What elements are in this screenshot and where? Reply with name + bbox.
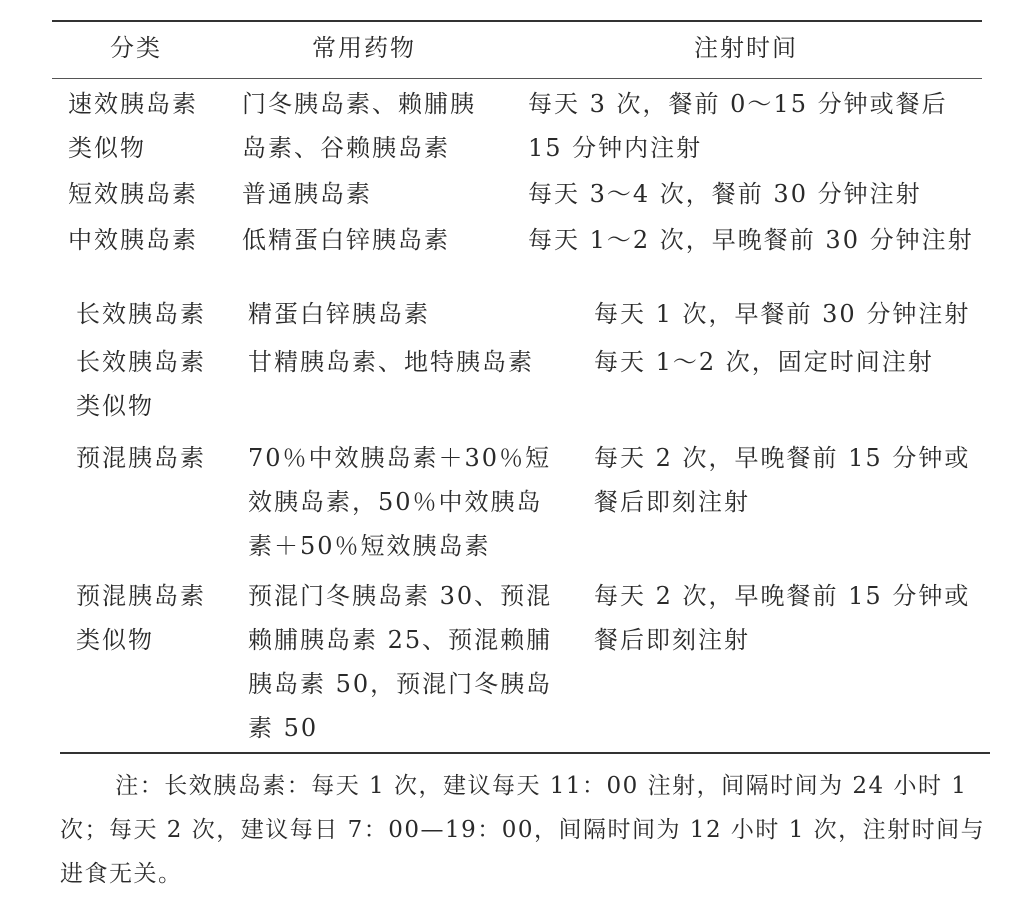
table-row-5-drugs: 70％中效胰岛素＋30％短 效胰岛素，50％中效胰岛 素＋50％短效胰岛素 [248,444,552,560]
table-row-6-drugs: 预混门冬胰岛素 30、预混 赖脯胰岛素 25、预混赖脯 胰岛素 50，预混门冬胰岛 素 50 [248,582,553,742]
table-row-4-category: 长效胰岛素 类似物 [76,348,206,420]
table-row-3-category: 长效胰岛素 [76,300,206,328]
table-row-1-drugs: 普通胰岛素 [242,180,372,208]
table-row-4-drugs: 甘精胰岛素、地特胰岛素 [248,348,534,376]
table-row-6-category: 预混胰岛素 类似物 [76,582,206,654]
table-row-2-time: 每天 1～2 次，早晚餐前 30 分钟注射 [528,226,974,254]
header-drugs: 常用药物 [312,34,416,62]
table-bottom-rule [60,752,990,754]
header-category: 分类 [110,34,162,62]
table-row-3-drugs: 精蛋白锌胰岛素 [248,300,430,328]
table-header-rule [52,78,982,79]
table-row-3-time: 每天 1 次，早餐前 30 分钟注射 [594,300,971,328]
table-row-2-category: 中效胰岛素 [68,226,198,254]
table-row-4-time: 每天 1～2 次，固定时间注射 [594,348,934,376]
table-top-rule [52,20,982,22]
table-row-2-drugs: 低精蛋白锌胰岛素 [242,226,450,254]
table-footnote: 注：长效胰岛素：每天 1 次，建议每天 11：00 注射，间隔时间为 24 小时 1 次；每天 2 次，建议每日 7：00—19：00，间隔时间为 12 小时 1 次，注射时间与进食无关。 [60,773,986,887]
table-row-5-time: 每天 2 次，早晚餐前 15 分钟或 餐后即刻注射 [594,444,971,516]
table-row-5-category: 预混胰岛素 [76,444,206,472]
header-time: 注射时间 [694,34,798,62]
table-row-6-time: 每天 2 次，早晚餐前 15 分钟或 餐后即刻注射 [594,582,971,654]
table-row-0-drugs: 门冬胰岛素、赖脯胰 岛素、谷赖胰岛素 [242,90,476,162]
table-row-1-time: 每天 3～4 次，餐前 30 分钟注射 [528,180,922,208]
table-row-0-category: 速效胰岛素 类似物 [68,90,198,162]
table-row-1-category: 短效胰岛素 [68,180,198,208]
table-row-0-time: 每天 3 次，餐前 0～15 分钟或餐后 15 分钟内注射 [528,90,948,162]
